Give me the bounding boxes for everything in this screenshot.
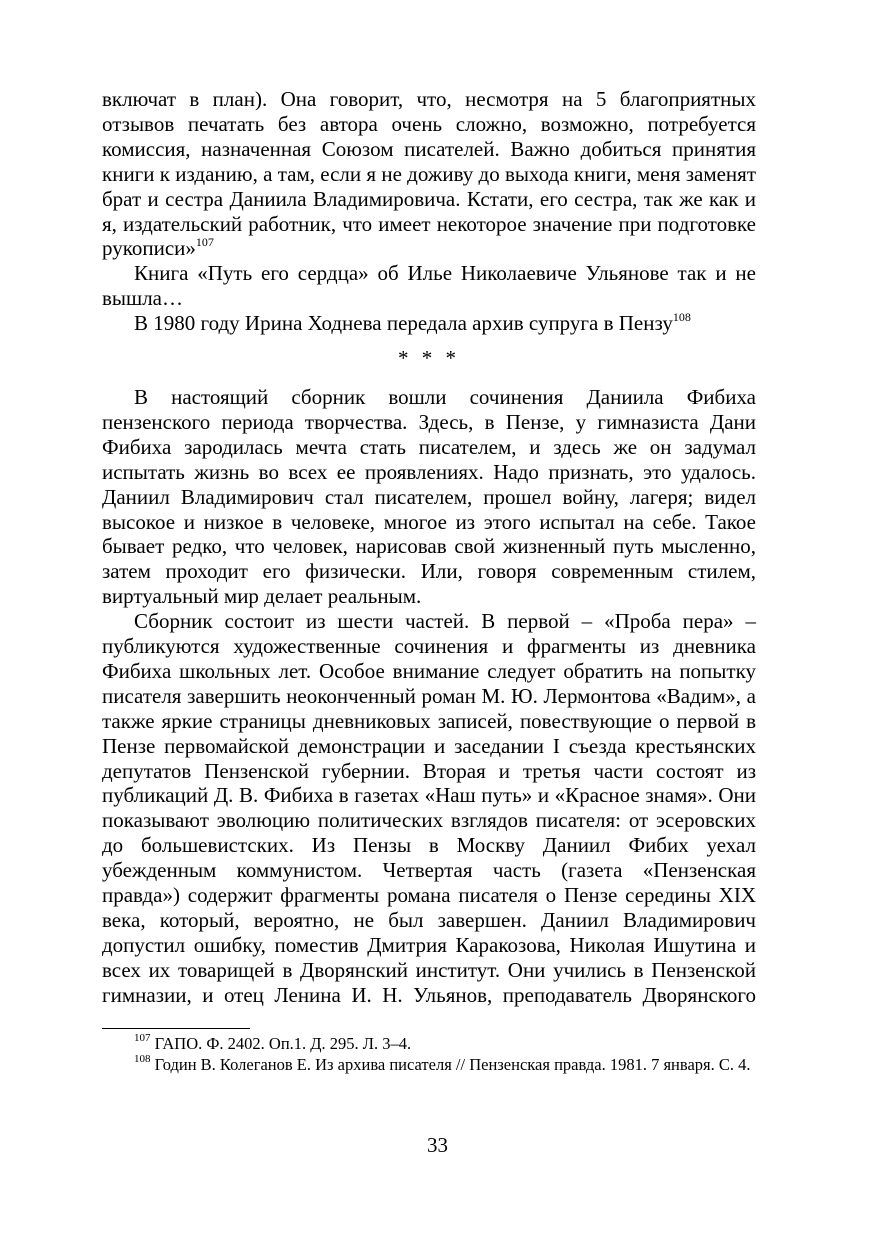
section-separator: * * * [398, 346, 460, 371]
footnote-ref-108: 108 [672, 310, 691, 325]
footnote-number: 108 [134, 1053, 151, 1066]
paragraph-continued: включат в план). Она говорит, что, несмотря на 5 благоприятных отзывов печатать без автора очень сложно, возможно, потребуется комиссия, назначенная Союзом писателей. Важно добиться принятия книги к изданию, а там, если я не доживу до выхода книги, меня заменят брат и сестра Даниила Владимировича. Кстати, его сестра, так же как и я, издательский работник, что имеет некоторое значение при подготовке рукописи»$^{107}$ [102, 87, 756, 261]
footnote-number: 107 [134, 1032, 151, 1045]
page-number: 33 [427, 1133, 448, 1157]
paragraph: В настоящий сборник вошли сочинения Даниила Фибиха пензенского периода творчества. Здесь, в Пензе, у гимназиста Дани Фибиха зародилась мечта стать писателем, и здесь же он задумал испытать жизнь во всех ее проявлениях. Надо признать, это удалось. Даниил Владимирович стал писателем, прошел войну, лагеря; видел высокое и низкое в человеке, многое из этого испытал на себе. Такое бывает редко, что человек, нарисовав свой жизненный путь мысленно, затем проходит его физически. Или, говоря современным стилем, виртуальный мир делает реальным. [102, 384, 756, 609]
footnote-ref-107: 107 [195, 235, 214, 250]
footnotes [102, 1033, 756, 1075]
footnote: $^{107}$ ГАПО. Ф. 2402. Оп.1. Д. 295. Л. 3–4. [134, 1032, 412, 1053]
paragraph: В 1980 году Ирина Ходнева передала архив супруга в Пензу$^{108}$ [134, 310, 691, 336]
main-text-bottom [102, 385, 756, 1008]
paragraph: Книга «Путь его сердца» об Илье Николаевиче Ульянове так и не вышла… [102, 261, 756, 311]
main-text-top [102, 87, 756, 336]
footnote: $^{108}$ Годин В. Колеганов Е. Из архива писателя // Пензенская правда. 1981. 7 января. С. 4. [134, 1053, 751, 1074]
paragraph: Сборник состоит из шести частей. В первой – «Проба пера» – публикуются художественные сочинения и фрагменты из дневника Фибиха школьных лет. Особое внимание следует обратить на попытку писателя завершить неоконченный роман М. Ю. Лермонтова «Вадим», а также яркие страницы дневниковых записей, повествующие о первой в Пензе первомайской демонстрации и заседании I съезда крестьянских депутатов Пензенской губернии. Вторая и третья части состоят из публикаций Д. В. Фибиха в газетах «Наш путь» и «Красное знамя». Они показывают эволюцию политических взглядов писателя: от эсеровских до большевистских. Из Пензы в Москву Даниил Фибих уехал убежденным коммунистом. Четвертая часть (газета «Пензенская правда») содержит фрагменты романа писателя о Пензе середины XIX века, который, вероятно, не был завершен. Даниил Владимирович допустил ошибку, поместив Дмитрия Каракозова, Николая Ишутина и всех их товарищей в Дворянский институт. Они учились в Пензенской гимназии, и отец Ленина И. Н. Ульянов, преподаватель Дворянского [102, 609, 756, 1007]
footnote-divider [102, 1028, 250, 1029]
page-content [102, 87, 756, 1075]
